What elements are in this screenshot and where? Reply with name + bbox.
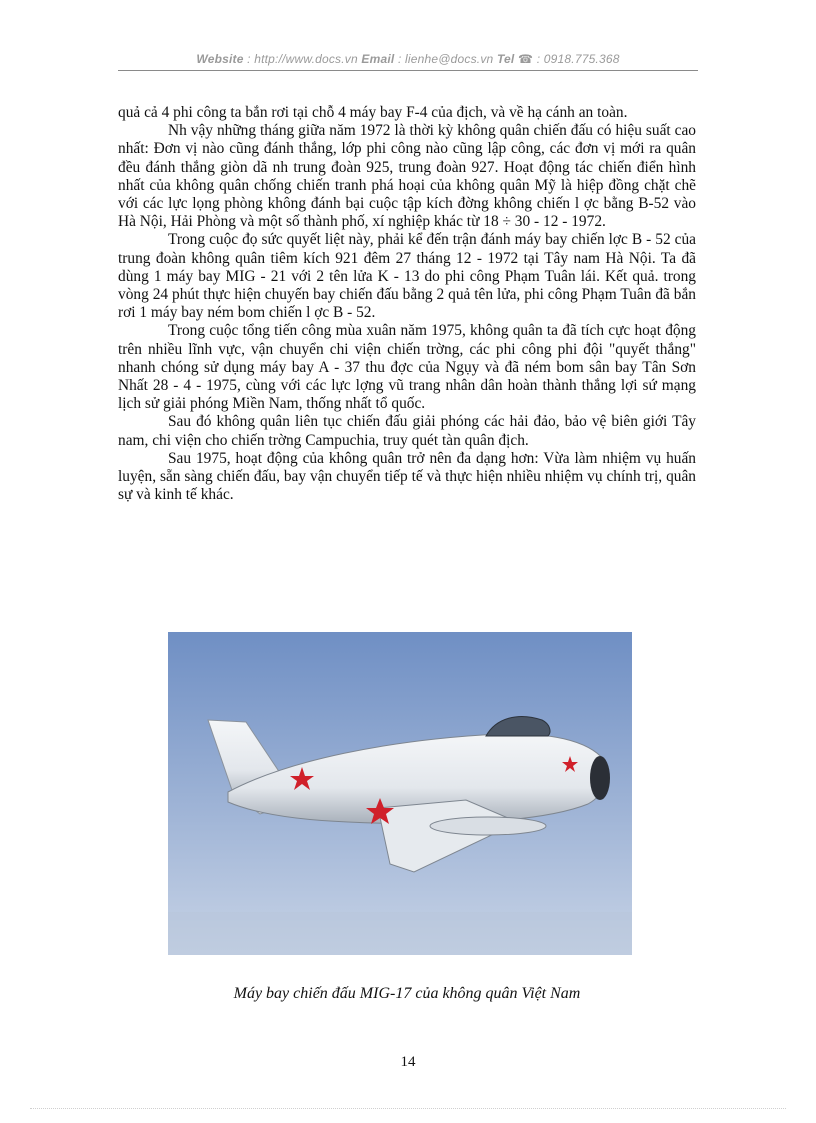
paragraph-4: Trong cuộc tổng tiến công mùa xuân năm 1975, không quân ta đã tích cực hoạt động trên nhiều lĩnh vực, vận chuyển chi viện chiến trờng, các phi công phi đội "quyết thắng" nhanh chóng sử dụng máy bay A - 37 thu đợc của Ngụy và đã ném bom sân bay Tân Sơn Nhất 28 - 4 - 1975, cùng với các lực lợng vũ trang nhân dân hoàn thành thắng lợi sứ mạng lịch sử giải phóng Miền Nam, thống nhất tổ quốc. (118, 322, 696, 413)
paragraph-2: Nh vậy những tháng giữa năm 1972 là thời kỳ không quân chiến đấu có hiệu suất cao nhất: Đơn vị nào cũng đánh thắng, lớp phi công nào cũng lập công, các đơn vị mới ra quân đều đánh thắng giòn dã nh trung đoàn 925, trung đoàn 927. Hoạt động tác chiến điển hình nhất của không quân chống chiến tranh phá hoại của không quân Mỹ là hiệp đồng chặt chẽ với các lực lọng phòng không đánh bại cuộc tập kích đờng không chiến l ợc bằng B-52 vào Hà Nội, Hải Phòng và một số thành phố, xí nghiệp khác từ 18 ÷ 30 - 12 - 1972. (118, 122, 696, 231)
phone-icon: ☎ (518, 52, 534, 66)
air-intake (590, 756, 610, 800)
paragraph-5: Sau đó không quân liên tục chiến đấu giải phóng các hải đảo, bảo vệ biên giới Tây nam, chi viện cho chiến trờng Campuchia, truy quét tàn quân địch. (118, 413, 696, 449)
email-value[interactable]: : lienhe@docs.vn (397, 52, 494, 66)
footer-rule (30, 1108, 786, 1109)
paragraph-3: Trong cuộc đọ sức quyết liệt này, phải kể đến trận đánh máy bay chiến lợc B - 52 của trung đoàn không quân tiêm kích 921 đêm 27 tháng 12 - 1972 tại Tây nam Hà Nội. Ta đã dùng 1 máy bay MIG - 21 với 2 tên lửa K - 13 do phi công Phạm Tuân lái. Kết quả. trong vòng 24 phút thực hiện chuyến bay chiến đấu bằng 2 quả tên lửa, phi công Phạm Tuân đã bắn rơi 1 máy bay ném bom chiến l ợc B - 52. (118, 231, 696, 322)
page-header (118, 52, 698, 66)
tel-label: Tel (496, 52, 515, 66)
drop-tank (430, 817, 546, 835)
website-value[interactable]: : http://www.docs.vn (247, 52, 358, 66)
figure-caption: Máy bay chiến đấu MIG-17 của không quân Việt Nam (233, 985, 581, 1002)
website-label: Website (196, 52, 244, 66)
header-rule (118, 70, 698, 71)
lower-haze (168, 912, 632, 955)
paragraph-1: quả cả 4 phi công ta bắn rơi tại chỗ 4 máy bay F-4 của địch, và về hạ cánh an toàn. (118, 104, 628, 121)
page-number: 14 (400, 1054, 416, 1070)
body-text (118, 104, 696, 504)
paragraph-6: Sau 1975, hoạt động của không quân trở nên đa dạng hơn: Vừa làm nhiệm vụ huấn luyện, sẵn sàng chiến đấu, bay vận chuyển tiếp tế và thực hiện nhiều nhiệm vụ chính trị, quân sự và kinh tế khác. (118, 449, 696, 504)
tel-value: : 0918.775.368 (536, 52, 620, 66)
mig17-photo (168, 632, 632, 955)
email-label: Email (361, 52, 395, 66)
